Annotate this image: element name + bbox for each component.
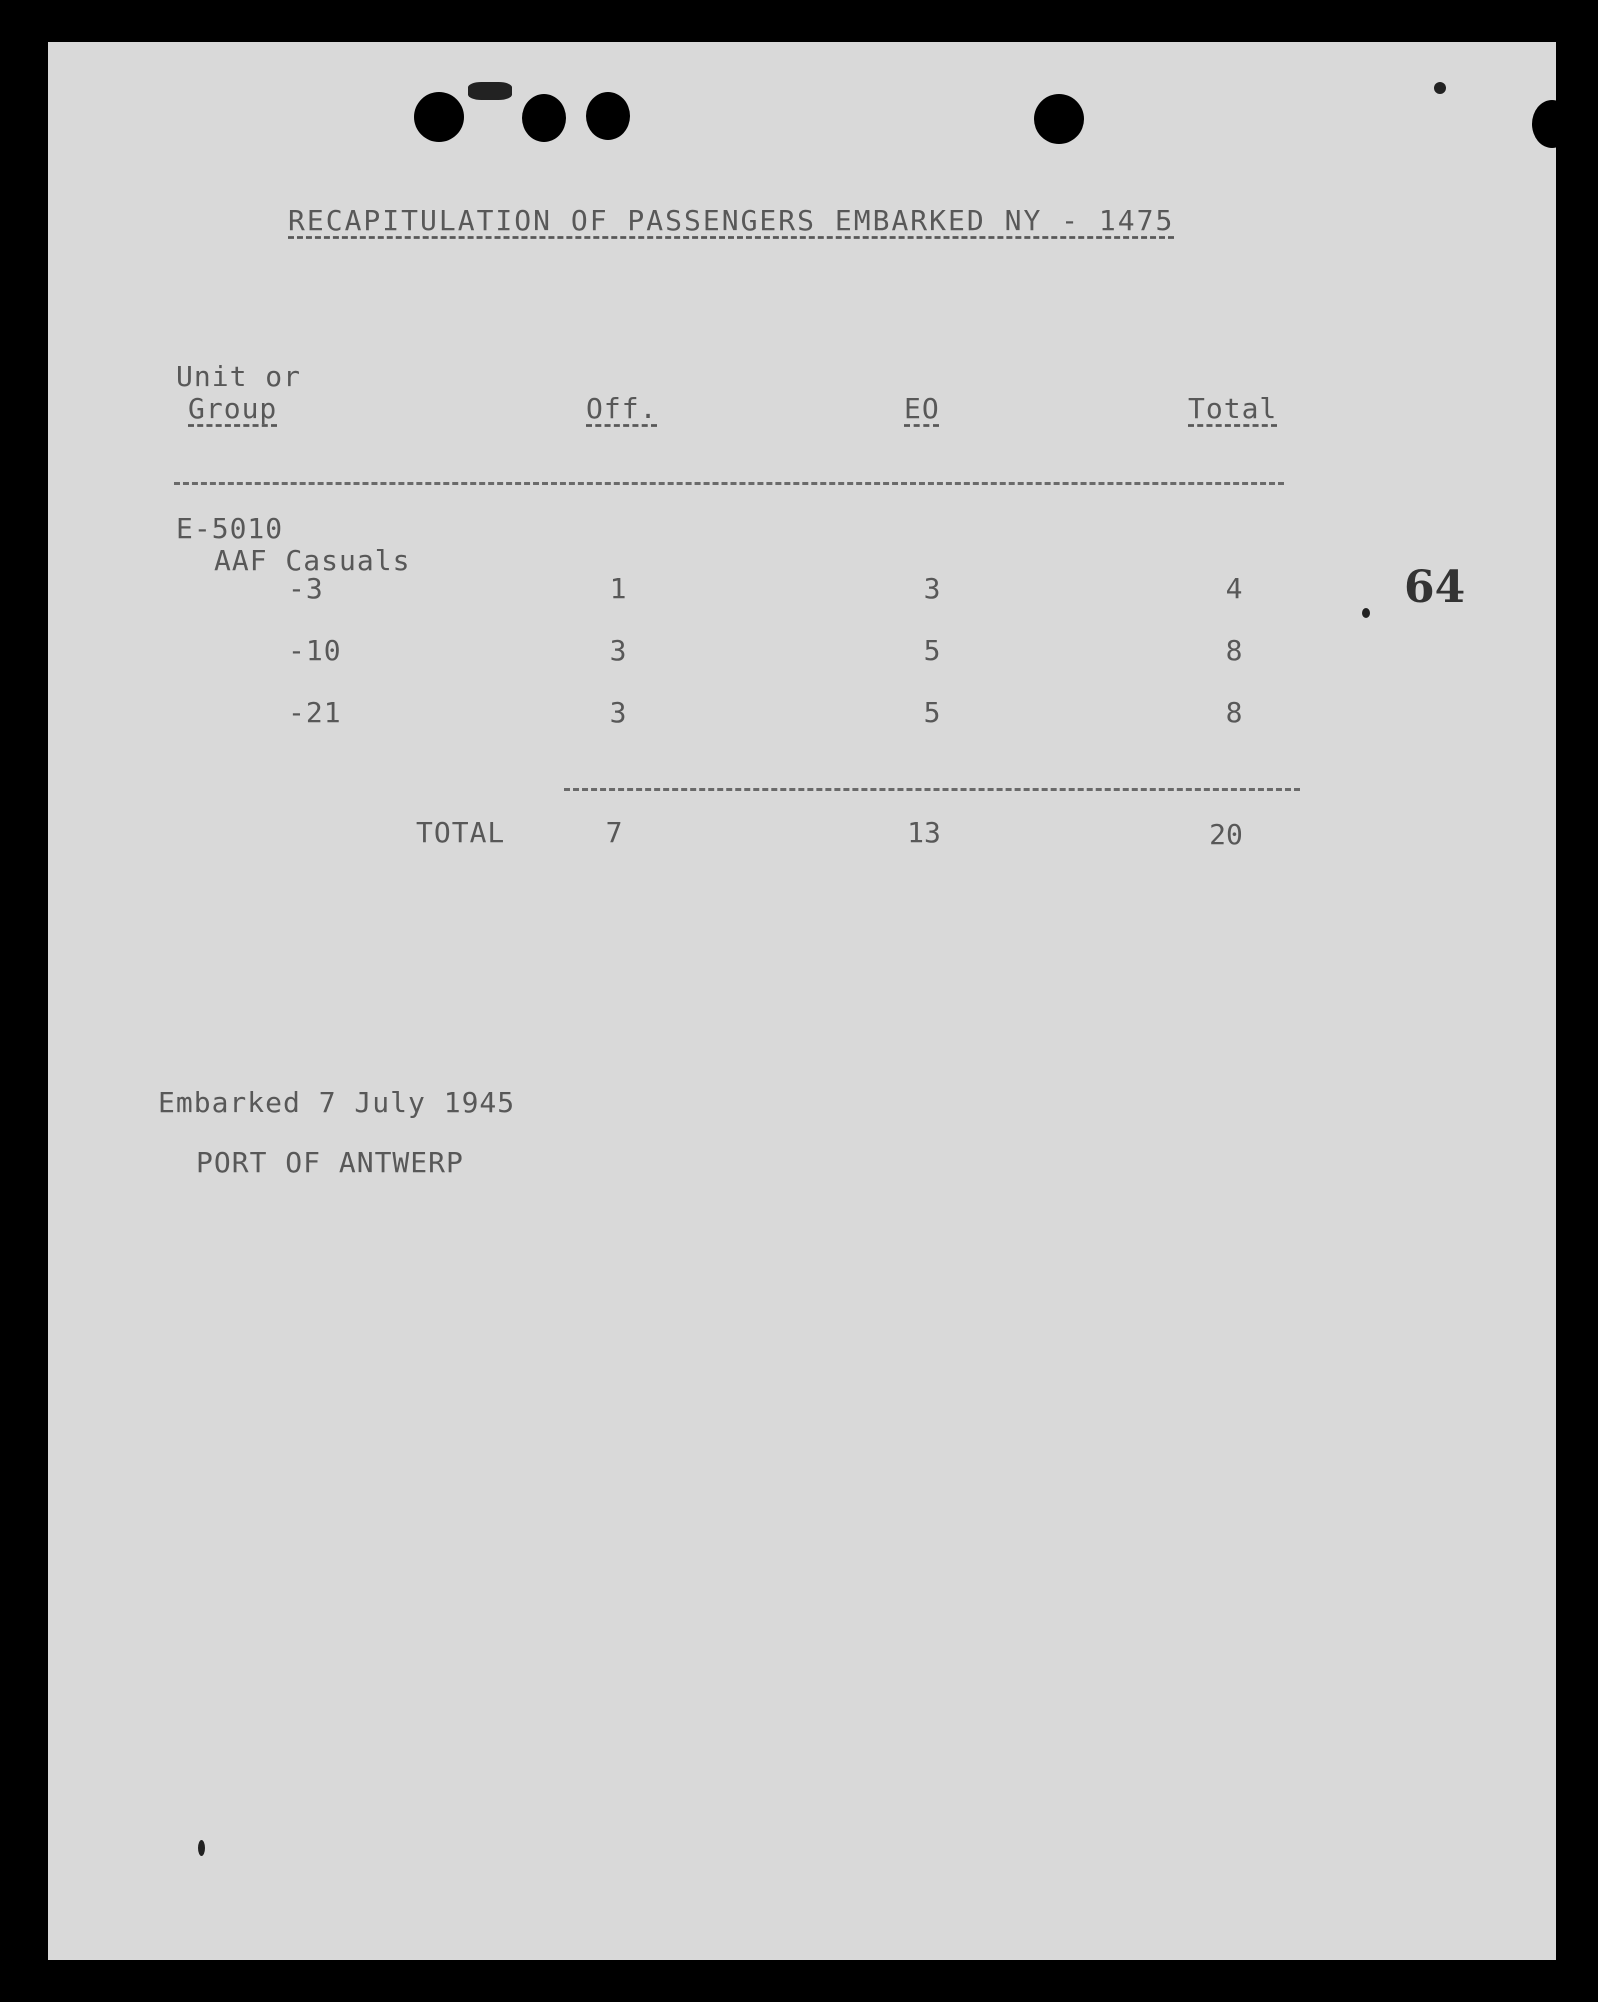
row-unit: -21 — [288, 696, 342, 729]
punch-hole-edge — [1532, 100, 1572, 148]
totals-eo: 13 — [907, 816, 941, 849]
document-page — [48, 42, 1556, 1960]
row-off: 1 — [609, 572, 627, 605]
header-divider — [174, 482, 1284, 485]
row-off: 3 — [609, 634, 627, 667]
row-eo: 3 — [923, 572, 941, 605]
row-unit: -3 — [288, 572, 324, 605]
speck-mark — [1362, 608, 1370, 618]
header-eo: EO — [904, 392, 940, 425]
totals-label: TOTAL — [416, 816, 506, 849]
group-code: E-5010 — [176, 512, 284, 545]
row-off: 3 — [609, 696, 627, 729]
page-number: 64 — [1404, 562, 1466, 613]
header-unit-line1: Unit or — [176, 360, 302, 393]
page-title: RECAPITULATION OF PASSENGERS EMBARKED NY - 1475 — [288, 204, 1175, 237]
header-total: Total — [1188, 392, 1278, 425]
header-unit-line2: Group — [188, 392, 278, 425]
port-name: PORT OF ANTWERP — [196, 1146, 464, 1179]
row-total: 8 — [1225, 634, 1243, 667]
embarked-date: Embarked 7 July 1945 — [158, 1086, 516, 1119]
punch-hole-center — [586, 92, 630, 140]
speck-mark — [1434, 82, 1446, 94]
row-unit: -10 — [288, 634, 342, 667]
totals-divider — [564, 788, 1300, 791]
speck-mark — [198, 1840, 205, 1856]
row-total: 4 — [1225, 572, 1243, 605]
row-eo: 5 — [923, 696, 941, 729]
torn-mark — [468, 82, 512, 100]
punch-hole-left — [414, 92, 464, 142]
punch-hole-center-left — [522, 94, 566, 142]
punch-hole-right — [1034, 94, 1084, 144]
row-eo: 5 — [923, 634, 941, 667]
header-off: Off. — [586, 392, 658, 425]
group-name: AAF Casuals — [214, 544, 411, 577]
totals-off: 7 — [605, 816, 623, 849]
totals-total: 20 — [1209, 818, 1243, 851]
row-total: 8 — [1225, 696, 1243, 729]
